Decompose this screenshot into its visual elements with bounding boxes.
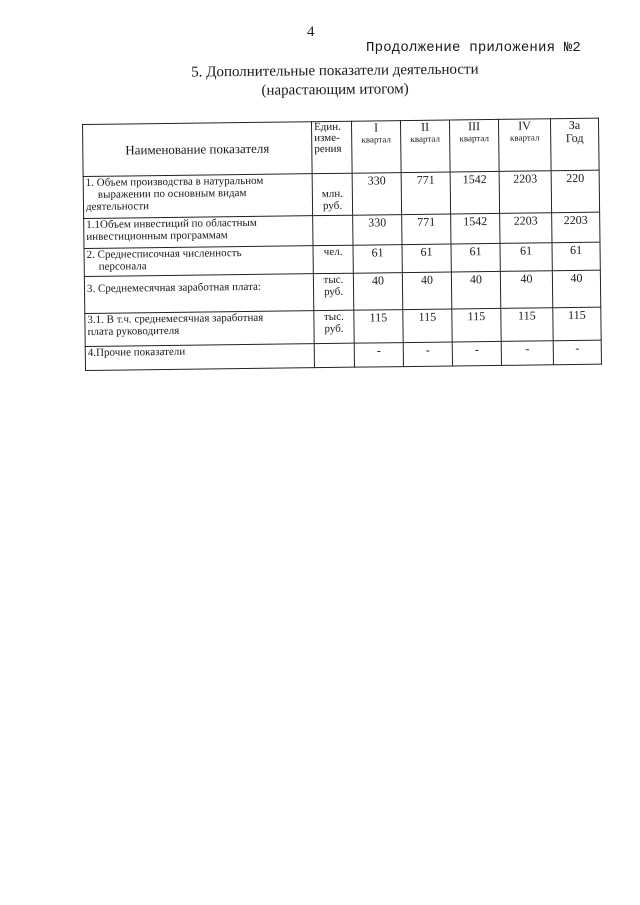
unit-header-line: рения — [314, 142, 342, 156]
section-title — [150, 60, 520, 102]
indicators-table — [82, 118, 602, 371]
unit-line: руб. — [323, 285, 344, 299]
quarter-number: I — [373, 120, 379, 135]
table-header-row — [83, 118, 600, 176]
indicator-name-line: 1. Объем производства в натуральном — [85, 174, 264, 189]
indicator-name — [84, 274, 313, 314]
indicator-name — [85, 344, 314, 371]
value-q1: 330 — [352, 173, 402, 216]
value-q3: 61 — [451, 243, 500, 272]
column-header-year — [550, 118, 599, 171]
indicator-name — [84, 216, 313, 249]
value-q4: 61 — [500, 243, 552, 272]
value-q1: 330 — [353, 215, 402, 246]
value-q3: - — [452, 341, 501, 366]
value-q3: 115 — [452, 308, 501, 342]
page-number: 4 — [307, 24, 315, 40]
indicator-unit — [313, 215, 353, 245]
indicator-name-line: 1.1Объем инвестиций по областным — [86, 216, 257, 231]
unit-header-line: изме- — [314, 131, 340, 145]
value-q4: 115 — [501, 308, 553, 342]
indicator-unit — [314, 343, 354, 367]
year-label: За — [568, 117, 581, 133]
indicator-name-line: 3. Среднемесячная заработная плата: — [86, 280, 261, 295]
indicator-name-line: плата руководителя — [87, 324, 180, 338]
value-q2: 115 — [403, 309, 452, 343]
quarter-number: II — [420, 119, 430, 134]
column-header-q4 — [498, 119, 551, 172]
value-q3: 40 — [451, 271, 500, 309]
column-header-q2 — [400, 120, 450, 173]
quarter-label: квартал — [509, 132, 540, 143]
indicator-name-line: деятельности — [85, 200, 150, 213]
quarter-label: квартал — [459, 133, 490, 144]
indicator-unit — [314, 310, 354, 343]
table-row — [83, 170, 599, 218]
value-year: 2203 — [552, 212, 600, 243]
unit-line: тыс. — [323, 310, 344, 324]
value-year: 220 — [551, 170, 600, 213]
value-q4: - — [501, 341, 553, 366]
value-q3: 1542 — [450, 171, 500, 214]
quarter-number: III — [467, 119, 481, 134]
indicator-name-line: 4.Прочие показатели — [87, 345, 186, 359]
value-q2: 771 — [401, 172, 451, 215]
unit-line: руб. — [324, 322, 344, 336]
unit-line: руб. — [322, 199, 343, 213]
value-q1: - — [354, 343, 403, 368]
unit-header-line: Един. — [313, 120, 341, 134]
value-q1: 115 — [354, 310, 403, 344]
indicator-name-line: выражении по основным видам — [97, 186, 247, 201]
value-year: 61 — [552, 242, 600, 271]
column-header-q3 — [449, 119, 499, 172]
value-q4: 2203 — [500, 213, 552, 244]
value-year: 40 — [552, 270, 600, 308]
value-q3: 1542 — [451, 213, 500, 244]
indicator-name-line: 3.1. В т.ч. среднемесячная заработная — [87, 311, 264, 326]
quarter-label: квартал — [410, 133, 441, 144]
indicator-name-line: 2. Среднесписочная численность — [86, 247, 242, 261]
indicator-name-line: персонала — [98, 260, 147, 273]
value-year: 115 — [553, 307, 601, 341]
value-q4: 2203 — [499, 171, 552, 214]
value-q2: 771 — [402, 214, 451, 245]
unit-line: млн. — [321, 187, 343, 201]
column-header-name: Наименование показателя — [83, 122, 313, 177]
quarter-label: квартал — [361, 134, 392, 145]
indicator-name — [84, 246, 313, 277]
value-q2: - — [403, 342, 452, 367]
year-label: Год — [565, 130, 584, 146]
value-year: - — [553, 340, 601, 365]
table-row — [85, 340, 601, 370]
value-q1: 61 — [353, 245, 402, 274]
indicators-table-wrapper — [82, 118, 602, 371]
unit-line: тыс. — [323, 273, 344, 287]
column-header-unit — [311, 121, 352, 173]
quarter-number: IV — [518, 118, 531, 133]
indicator-unit: чел. — [313, 245, 353, 273]
indicator-unit — [313, 273, 353, 310]
section-title-line1: 5. Дополнительные показатели деятельности — [191, 61, 479, 81]
indicator-name-line: инвестиционным программам — [86, 229, 228, 243]
value-q1: 40 — [353, 273, 402, 311]
section-title-line2: (нарастающим итогом) — [261, 81, 409, 99]
value-q2: 40 — [402, 272, 451, 310]
appendix-heading: Продолжение приложения №2 — [366, 40, 582, 56]
indicator-name — [85, 311, 314, 347]
indicator-name — [83, 174, 312, 219]
indicator-unit — [312, 173, 353, 215]
value-q4: 40 — [500, 271, 552, 309]
column-header-q1 — [351, 121, 401, 174]
value-q2: 61 — [402, 244, 451, 273]
table-row — [84, 270, 600, 313]
